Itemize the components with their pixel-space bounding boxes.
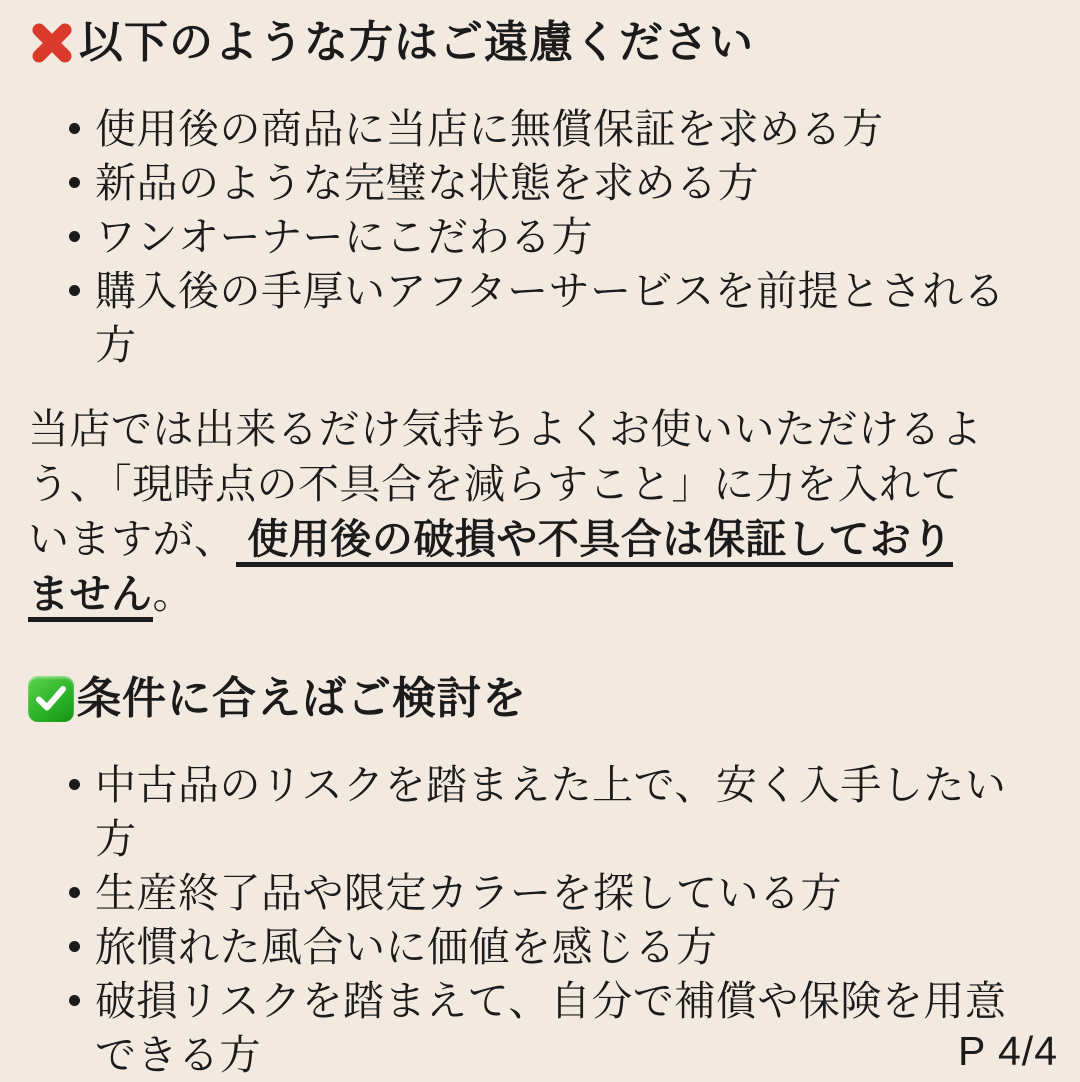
list-item: 購入後の手厚いアフターサービスを前提とされる方 — [28, 264, 1035, 372]
notice-text-after: 。 — [152, 571, 194, 617]
list-item: 旅慣れた風合いに価値を感じる方 — [28, 920, 1035, 974]
heading-avoid-label: 以下のような方はご遠慮ください — [79, 18, 754, 67]
heading-consider-label: 条件に合えばご検討を — [77, 674, 527, 723]
cross-mark-icon — [28, 19, 76, 67]
list-item: 中古品のリスクを踏まえた上で、安く入手したい方 — [28, 758, 1035, 866]
page-indicator: P 4/4 — [958, 1028, 1058, 1074]
notice-emphasis: 使用後の破損や不具合は保証しておりません — [28, 516, 953, 622]
list-item: 使用後の商品に当店に無償保証を求める方 — [28, 102, 1035, 156]
consider-list — [28, 758, 1035, 1082]
notice-text-before: 当店では出来るだけ気持ちよくお使いいただけるよう、「現時点の不具合を減らすこと」に力を入れていますが、 — [28, 406, 983, 562]
list-item: ワンオーナーにこだわる方 — [28, 210, 1035, 264]
heading-consider — [28, 670, 1052, 728]
check-mark-icon — [28, 676, 74, 722]
heading-avoid — [28, 14, 1052, 72]
list-item: 破損リスクを踏まえて、自分で補償や保険を用意できる方 — [28, 974, 1035, 1082]
list-item: 生産終了品や限定カラーを探している方 — [28, 866, 1035, 920]
list-item: 新品のような完璧な状態を求める方 — [28, 156, 1035, 210]
avoid-list — [28, 102, 1035, 372]
notice-paragraph — [28, 402, 990, 622]
